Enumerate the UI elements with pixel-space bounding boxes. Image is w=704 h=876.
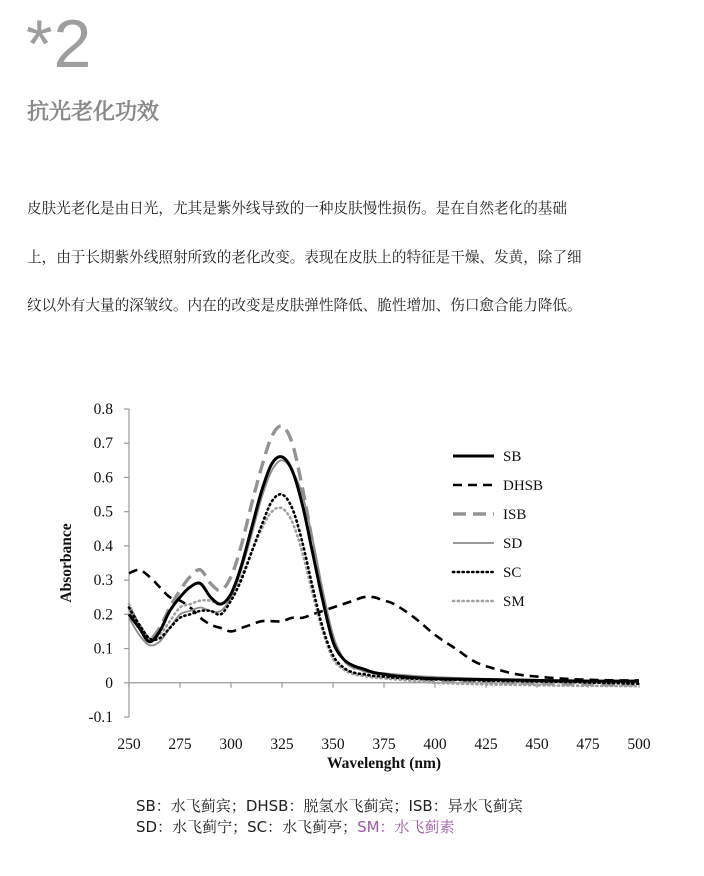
x-tick-label: 275 [168, 736, 192, 753]
y-tick-label: 0 [105, 674, 113, 692]
caption-line-2-part-1: SD：水飞蓟宁；SC：水飞蓟亭； [136, 818, 358, 836]
x-tick-label: 350 [321, 736, 345, 753]
section-title: 抗光老化功效 [27, 100, 160, 125]
paragraph-line: 上，由于长期紫外线照射所致的老化改变。表现在皮肤上的特征是干燥、发黄，除了细 [27, 248, 582, 266]
x-tick-label: 300 [219, 736, 243, 753]
y-tick-label: 0.3 [93, 572, 113, 590]
series-line-sd [129, 460, 639, 682]
paragraph-line: 皮肤光老化是由日光，尤其是紫外线导致的一种皮肤慢性损伤。是在自然老化的基础 [27, 200, 567, 217]
y-tick-label: 0.2 [93, 606, 113, 624]
caption-line-2 [136, 817, 523, 838]
y-axis-title: Absorbance [58, 523, 75, 603]
y-tick-label: 0.1 [93, 640, 113, 658]
x-tick-label: 500 [627, 736, 651, 753]
y-tick-label: 0.5 [93, 503, 113, 521]
legend-label-sc: SC [503, 565, 522, 581]
x-tick-label: 425 [474, 736, 498, 753]
legend-label-sm: SM [503, 594, 525, 610]
paragraph-line: 纹以外有大量的深皱纹。内在的改变是皮肤弹性降低、脆性增加、伤口愈合能力降低。 [27, 297, 582, 314]
series-line-dhsb [129, 570, 639, 681]
legend-label-dhsb: DHSB [503, 478, 544, 494]
series-line-sm [129, 508, 639, 687]
legend-label-sd: SD [503, 536, 523, 552]
x-tick-label: 375 [372, 736, 396, 753]
y-tick-label: -0.1 [88, 709, 113, 726]
x-tick-label: 250 [117, 736, 141, 753]
caption-line-2-sm: SM：水飞蓟素 [357, 818, 455, 836]
section-number: *2 [26, 6, 93, 82]
y-tick-label: 0.4 [93, 537, 113, 555]
x-tick-label: 325 [270, 736, 294, 753]
caption-line-1: SB：水飞蓟宾；DHSB：脱氢水飞蓟宾；ISB：异水飞蓟宾 [136, 797, 523, 815]
legend-label-sb: SB [503, 449, 522, 465]
series-line-isb [129, 426, 639, 685]
y-tick-label: 0.8 [93, 401, 113, 418]
x-tick-label: 475 [576, 736, 600, 753]
legend-label-isb: ISB [503, 507, 527, 523]
chart-axes [88, 401, 650, 753]
chart-legend [453, 449, 543, 610]
chart-series [129, 426, 639, 686]
figure-caption [136, 796, 523, 838]
y-tick-label: 0.6 [93, 469, 113, 487]
y-tick-label: 0.7 [93, 435, 113, 453]
x-tick-label: 400 [423, 736, 447, 753]
series-line-sb [129, 457, 639, 681]
x-tick-label: 450 [525, 736, 549, 753]
x-axis-title: Wavelenght (nm) [326, 755, 442, 772]
